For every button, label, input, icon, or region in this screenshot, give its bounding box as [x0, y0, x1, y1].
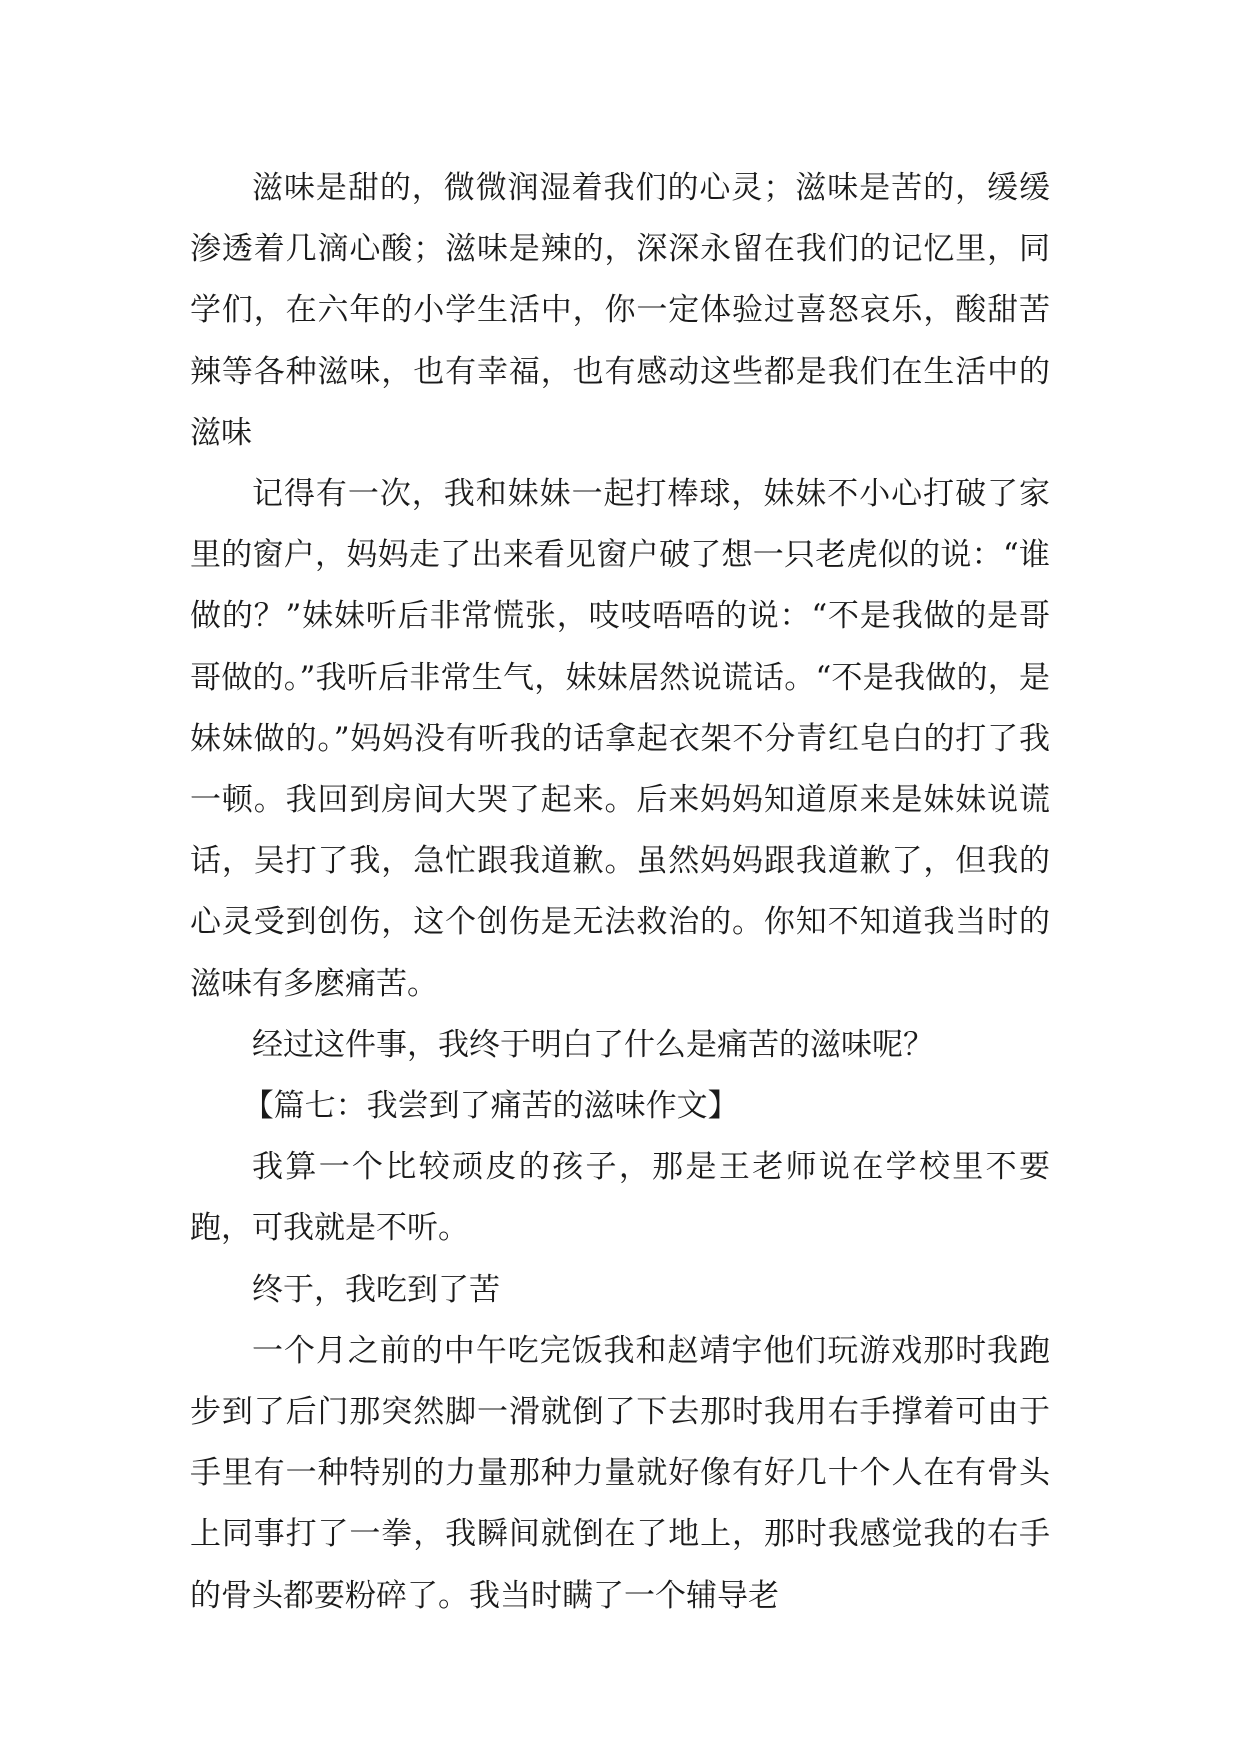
paragraph-lesson: 经过这件事，我终于明白了什么是痛苦的滋味呢？ [252, 1026, 934, 1063]
paragraph-naughty-child: 我算一个比较顽皮的孩子，那是王老师说在学校里不要跑，可我就是不听。 [190, 1149, 1050, 1247]
paragraph-tasted-bitter: 终于，我吃到了苦 [252, 1271, 500, 1308]
paragraph-taste-intro: 滋味是甜的，微微润湿着我们的心灵；滋味是苦的，缓缓渗透着几滴心酸；滋味是辣的，深深永留在我们的记忆里，同学们，在六年的小学生活中，你一定体验过喜怒哀乐，酸甜苦辣等各种滋味，也有幸福，也有感动这些都是我们在生活中的滋味 [190, 170, 1050, 451]
paragraph-baseball-story: 记得有一次，我和妹妹一起打棒球，妹妹不小心打破了家里的窗户，妈妈走了出来看见窗户破了想一只老虎似的说：“谁做的？”妹妹听后非常慌张，吱吱唔唔的说：“不是我做的是哥哥做的。”我听后非常生气，妹妹居然说谎话。“不是我做的，是妹妹做的。”妈妈没有听我的话拿起衣架不分青红皂白的打了我一顿。我回到房间大哭了起来。后来妈妈知道原来是妹妹说谎话，吴打了我，急忙跟我道歉。虽然妈妈跟我道歉了，但我的心灵受到创伤，这个创伤是无法救治的。你知不知道我当时的滋味有多麽痛苦。 [190, 476, 1050, 1002]
section-heading-chapter-seven: 【篇七：我尝到了痛苦的滋味作文】 [242, 1088, 739, 1125]
document-body [190, 158, 1050, 1627]
paragraph-fall-story: 一个月之前的中午吃完饭我和赵靖宇他们玩游戏那时我跑步到了后门那突然脚一滑就倒了下去那时我用右手撑着可由于手里有一种特别的力量那种力量就好像有好几十个人在有骨头上同事打了一拳，我瞬间就倒在了地上，那时我感觉我的右手的骨头都要粉碎了。我当时瞒了一个辅导老 [190, 1332, 1050, 1614]
